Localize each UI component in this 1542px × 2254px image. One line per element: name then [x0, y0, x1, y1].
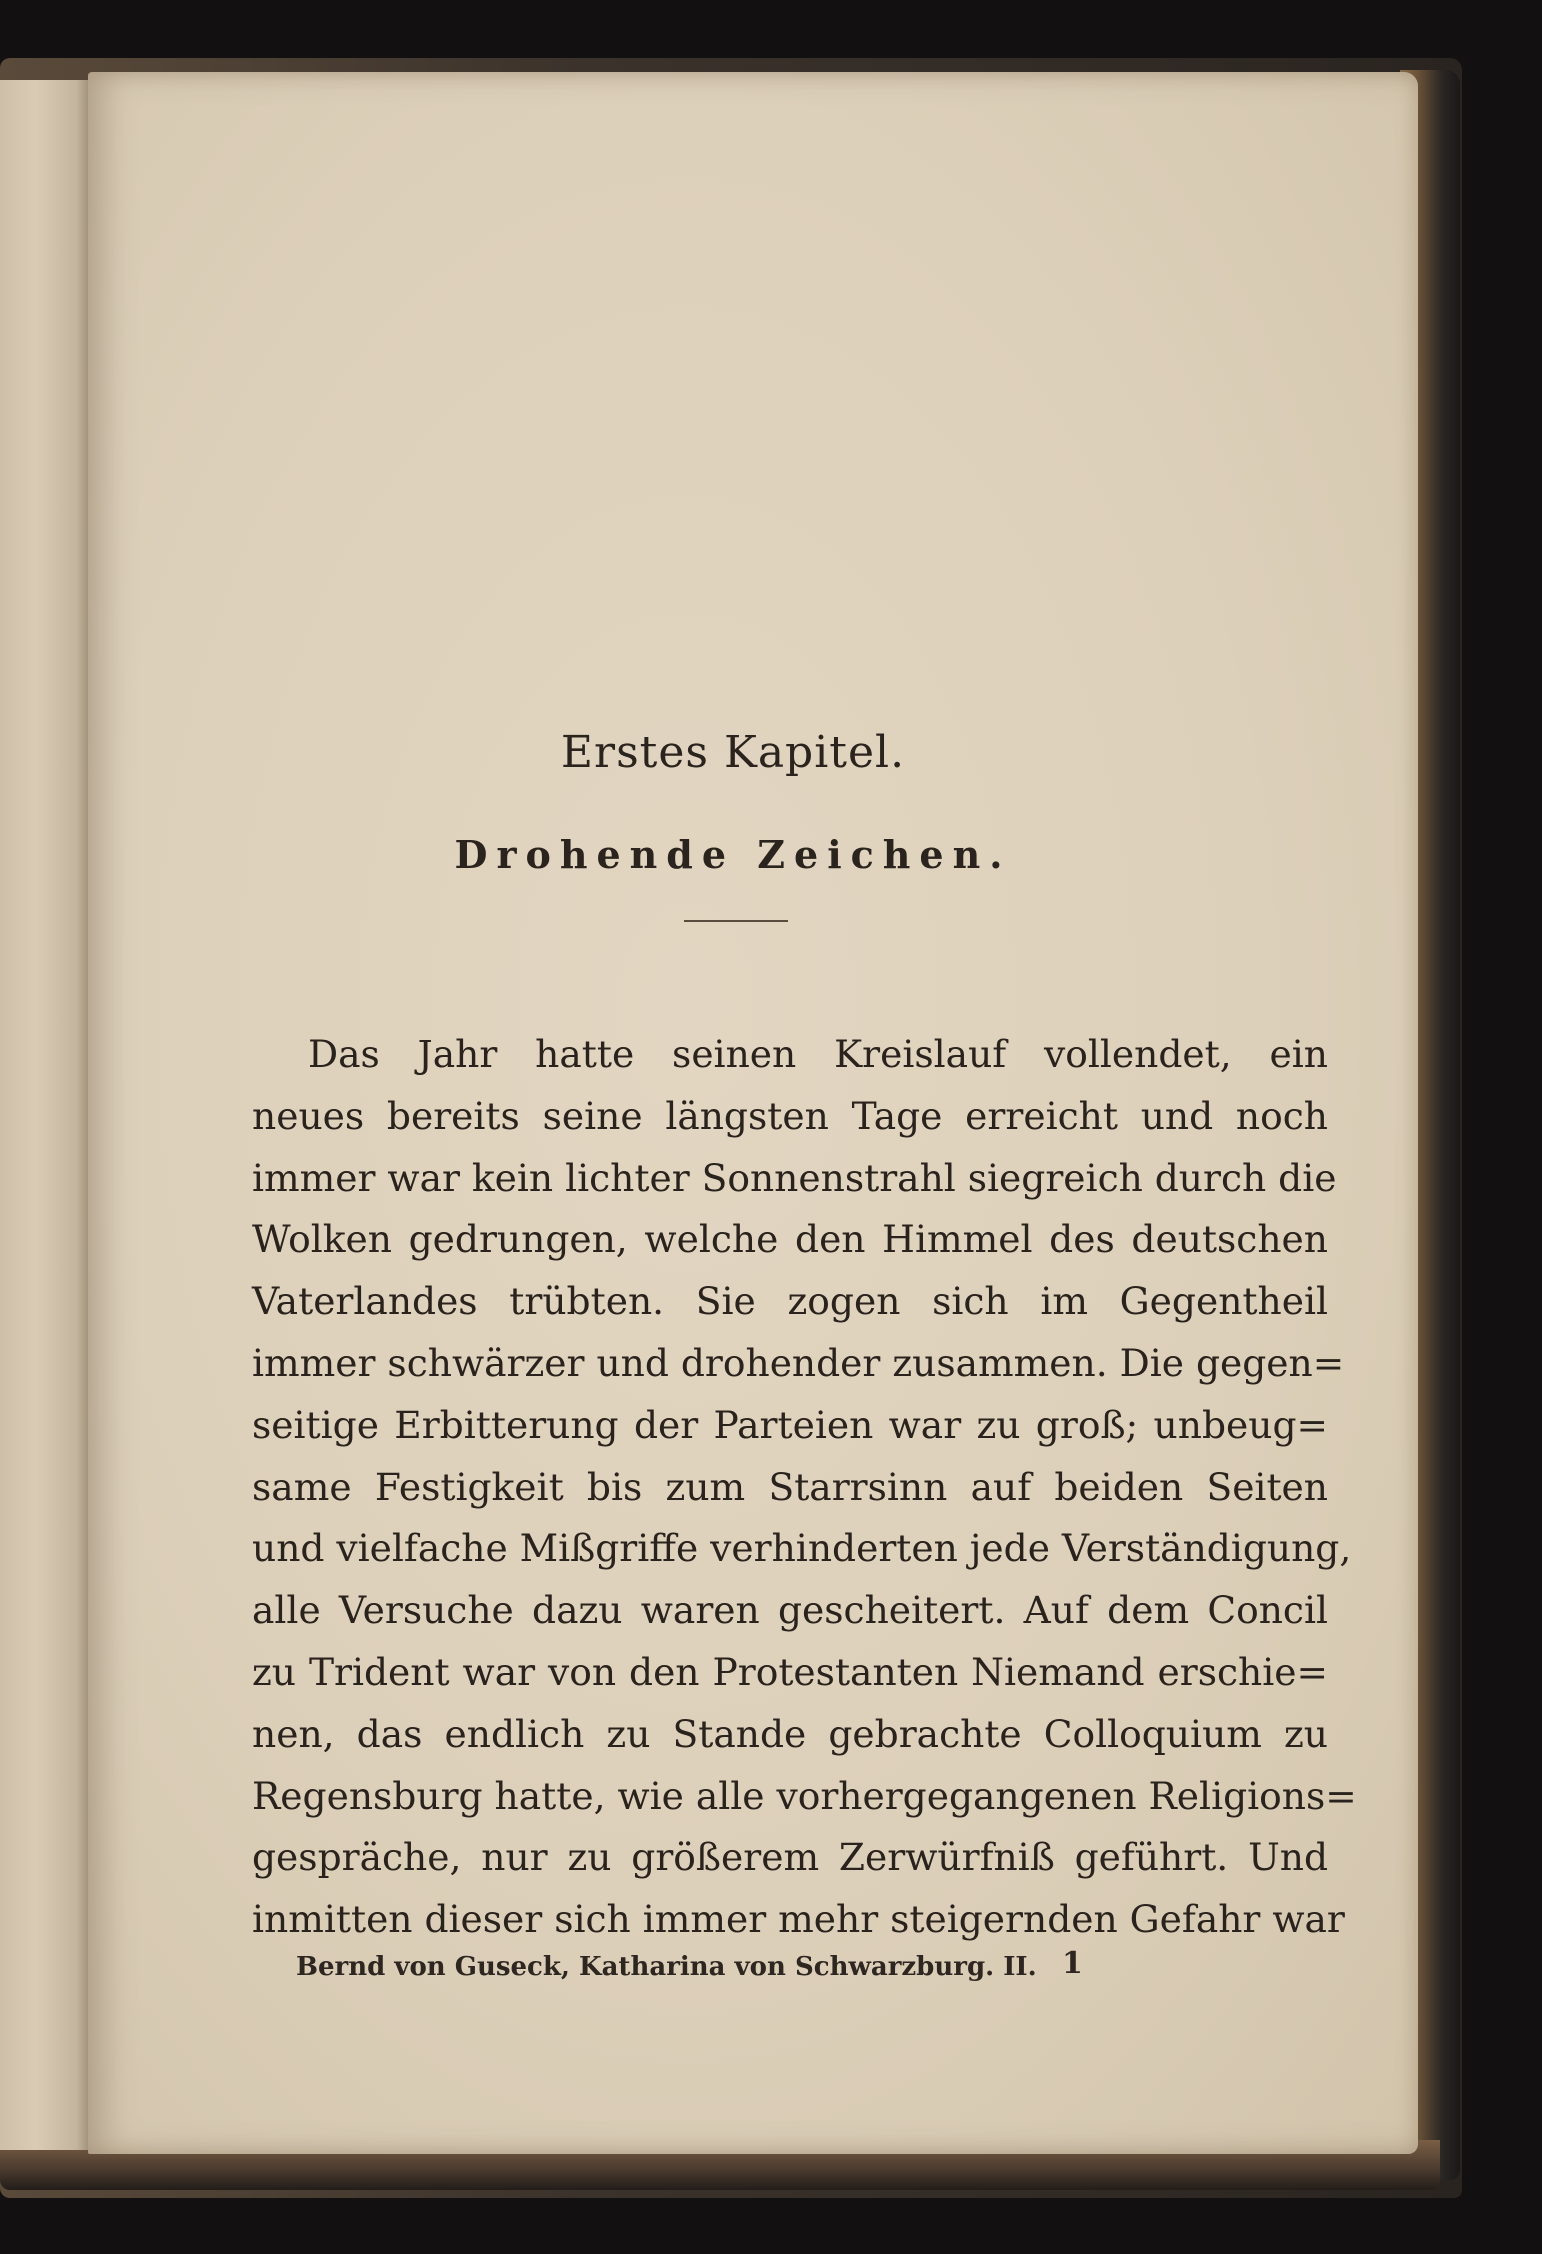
book-page — [88, 72, 1418, 2154]
text-line: immer schwärzer und drohender zusammen. Die gegen= — [252, 1340, 1345, 1385]
chapter-subtitle: Drohende Zeichen. — [454, 832, 1012, 877]
title-divider — [684, 920, 788, 922]
book-spine-edge — [0, 80, 90, 2150]
text-line: gespräche, nur zu größerem Zerwürfniß geführt. Und — [252, 1835, 1328, 1880]
text-line: immer war kein lichter Sonnenstrahl siegreich durch die — [252, 1155, 1337, 1200]
text-line: nen, das endlich zu Stande gebrachte Colloquium zu — [252, 1711, 1328, 1756]
text-line: Das Jahr hatte seinen Kreislauf vollendet, ein — [308, 1032, 1328, 1076]
text-line: Regensburg hatte, wie alle vorhergegangenen Religions= — [252, 1773, 1357, 1818]
text-line: inmitten dieser sich immer mehr steigernden Gefahr war — [252, 1897, 1345, 1942]
text-line: neues bereits seine längsten Tage erreicht und noch — [252, 1093, 1328, 1138]
text-line: same Festigkeit bis zum Starrsinn auf beiden Seiten — [252, 1464, 1328, 1509]
chapter-body — [252, 1024, 1357, 1951]
text-line: seitige Erbitterung der Parteien war zu groß; unbeug= — [252, 1402, 1328, 1447]
text-line: Vaterlandes trübten. Sie zogen sich im Gegentheil — [252, 1279, 1328, 1324]
text-line: Wolken gedrungen, welche den Himmel des deutschen — [252, 1217, 1328, 1262]
page-number: 1 — [1062, 1946, 1083, 1981]
footer-signature: Bernd von Guseck, Katharina von Schwarzburg. II. — [296, 1952, 1037, 1982]
text-line: zu Trident war von den Protestanten Niemand erschie= — [252, 1649, 1328, 1694]
text-line: und vielfache Mißgriffe verhinderten jede Verständigung, — [252, 1526, 1352, 1571]
text-line: alle Versuche dazu waren gescheitert. Auf dem Concil — [252, 1588, 1328, 1633]
chapter-title: Erstes Kapitel. — [560, 727, 906, 778]
